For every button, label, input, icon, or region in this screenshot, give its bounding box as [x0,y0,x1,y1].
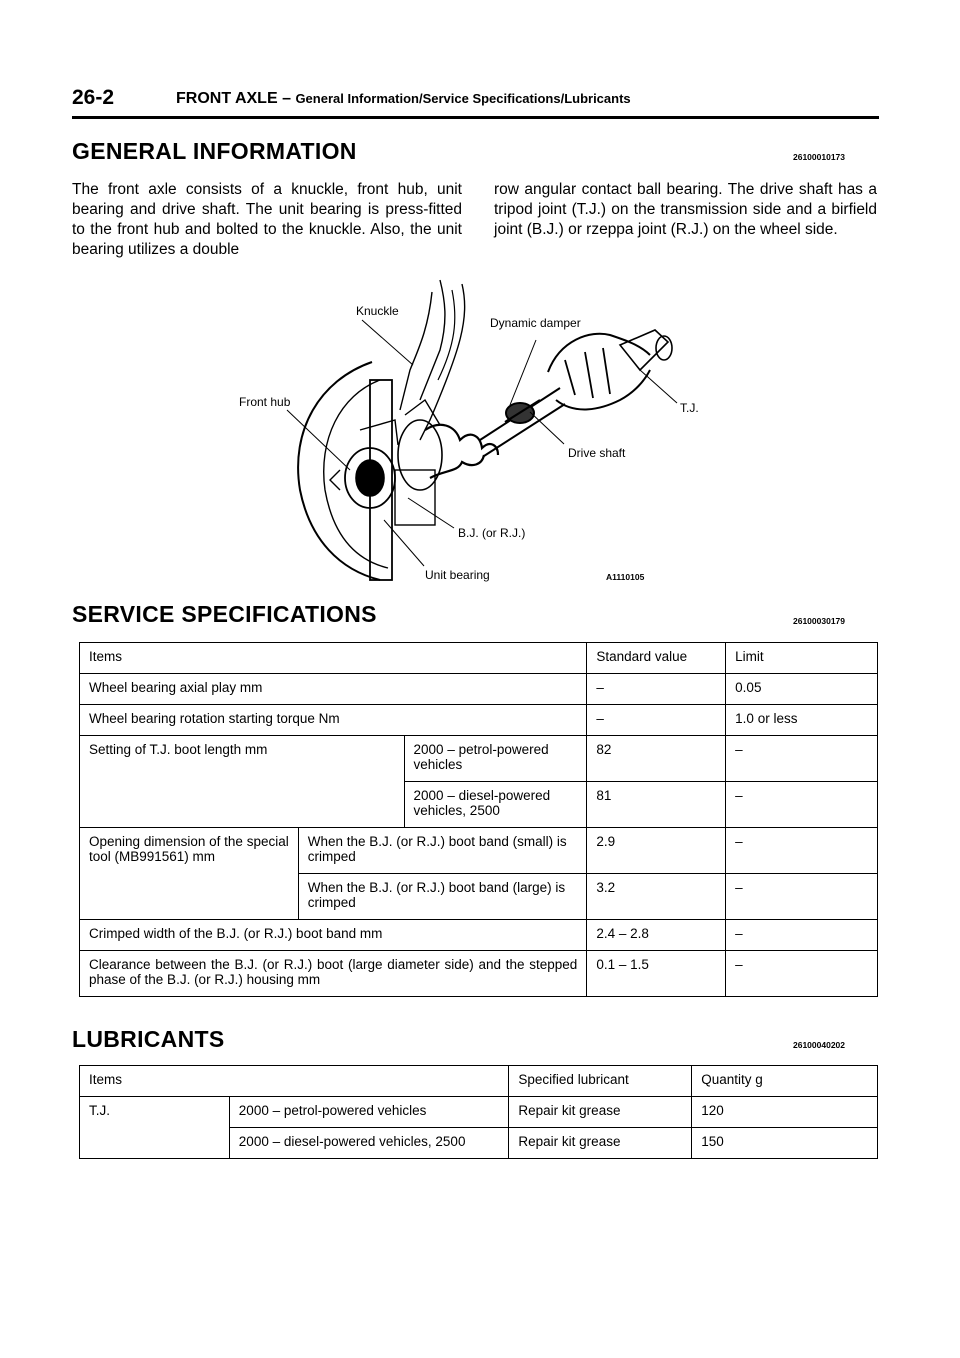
header-limit: Limit [726,643,878,674]
label-bj: B.J. (or R.J.) [458,526,526,540]
cell-subitem: 2000 – diesel-powered vehicles, 2500 [229,1128,509,1159]
cell-item: Setting of T.J. boot length mm [80,736,405,828]
cell-standard: 3.2 [587,874,726,920]
label-drive-shaft: Drive shaft [568,446,626,460]
cell-quantity: 150 [692,1128,878,1159]
table-row [80,951,878,997]
label-knuckle: Knuckle [356,304,399,318]
cell-limit: – [726,736,878,782]
table-row [80,920,878,951]
table-row [80,674,878,705]
cell-standard: 82 [587,736,726,782]
cell-standard: 81 [587,782,726,828]
cell-limit: – [726,874,878,920]
header-quantity: Quantity g [692,1066,878,1097]
cell-limit: – [726,828,878,874]
title-dash: – [282,90,291,107]
cell-limit: 0.05 [726,674,878,705]
label-unit-bearing: Unit bearing [425,568,490,582]
cell-subitem: When the B.J. (or R.J.) boot band (large) is crimped [298,874,587,920]
table-row [80,1097,878,1128]
cell-subitem: 2000 – diesel-powered vehicles, 2500 [404,782,587,828]
cell-quantity: 120 [692,1097,878,1128]
header-items: Items [80,1066,509,1097]
cell-limit: 1.0 or less [726,705,878,736]
table-row [80,828,878,874]
figure-code: A1110105 [606,572,645,582]
label-tj: T.J. [680,401,699,415]
cell-limit: – [726,951,878,997]
lubricants-table [79,1065,878,1159]
lubricants-heading: LUBRICANTS [72,1026,225,1052]
service-code: 26100030179 [793,616,846,626]
cell-item: Crimped width of the B.J. (or R.J.) boot band mm [80,920,587,951]
page-number: 26-2 [72,86,115,109]
cell-group: T.J. [80,1097,230,1159]
cell-item: Opening dimension of the special tool (MB991561) mm [80,828,299,920]
cell-limit: – [726,782,878,828]
service-heading: SERVICE SPECIFICATIONS [72,601,377,627]
lubricants-code: 26100040202 [793,1040,846,1050]
label-front-hub: Front hub [239,395,291,409]
cell-limit: – [726,920,878,951]
cell-lubricant: Repair kit grease [509,1128,692,1159]
cell-standard: 0.1 – 1.5 [587,951,726,997]
title-main: FRONT AXLE [176,90,278,107]
title-subtitle: General Information/Service Specifications/Lubricants [295,91,631,106]
cell-item: Wheel bearing rotation starting torque Nm [80,705,587,736]
cell-subitem: 2000 – petrol-powered vehicles [404,736,587,782]
cell-subitem: 2000 – petrol-powered vehicles [229,1097,509,1128]
table-row [80,643,878,674]
cell-lubricant: Repair kit grease [509,1097,692,1128]
cell-standard: – [587,705,726,736]
cell-standard: 2.9 [587,828,726,874]
header-standard: Standard value [587,643,726,674]
cell-subitem: When the B.J. (or R.J.) boot band (small) is crimped [298,828,587,874]
general-heading: GENERAL INFORMATION [72,138,357,164]
header-items: Items [80,643,587,674]
cell-standard: 2.4 – 2.8 [587,920,726,951]
service-spec-table [79,642,878,997]
general-code: 26100010173 [793,152,846,162]
label-dynamic-damper: Dynamic damper [490,316,581,330]
cell-item: Wheel bearing axial play mm [80,674,587,705]
table-row [80,736,878,782]
general-text-right: row angular contact ball bearing. The drive shaft has a tripod joint (T.J.) on the transmission side and a birfield joint (B.J.) or rzeppa joint (R.J.) on the wheel side. [494,181,877,238]
cell-standard: – [587,674,726,705]
general-text-left: The front axle consists of a knuckle, front hub, unit bearing and drive shaft. The unit bearing is press-fitted to the front hub and bolted to the knuckle. Also, the unit bearing utilizes a double [72,181,462,258]
cell-item: Clearance between the B.J. (or R.J.) boot (large diameter side) and the stepped phase of the B.J. (or R.J.) housing mm [80,951,587,997]
table-row [80,705,878,736]
table-row [80,1066,878,1097]
header-lubricant: Specified lubricant [509,1066,692,1097]
